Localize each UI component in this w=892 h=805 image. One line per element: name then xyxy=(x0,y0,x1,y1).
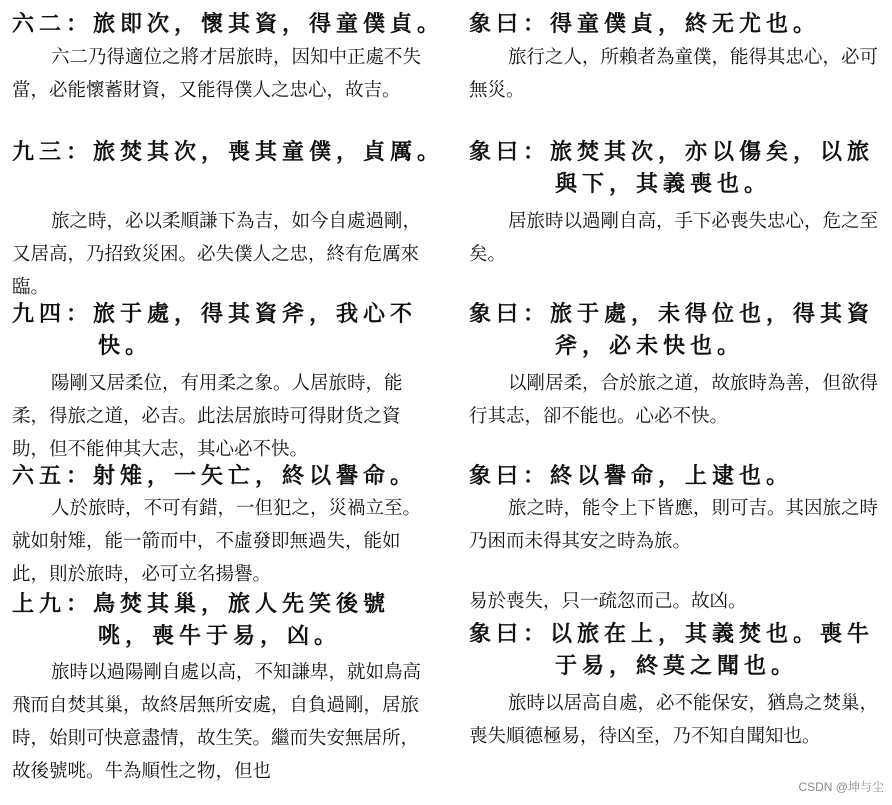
image-nine-four-commentary: 以剛居柔，合於旅之道，故旅時為善，但欲得行其志，卻不能也。心必不快。 xyxy=(469,372,879,426)
image-nine-four-heading xyxy=(469,298,874,362)
line-nine-four-heading-line2: 快。 xyxy=(98,333,153,359)
line-top-nine-heading xyxy=(12,588,390,652)
image-six-five-continuation: 易於喪失，只一疏忽而己。故凶。 xyxy=(469,590,747,611)
image-nine-three-heading-line2: 與下，其義喪也。 xyxy=(555,171,772,197)
line-six-five-heading: 六五：射雉，一矢亡，終以譽命。 xyxy=(12,463,418,489)
line-six-two-heading: 六二：旅即次，懷其資，得童僕貞。 xyxy=(12,11,445,37)
line-top-nine-heading-line1: 上九：鳥焚其巢，旅人先笑後號 xyxy=(12,591,391,617)
image-six-five-heading: 象曰：終以譽命，上逮也。 xyxy=(469,463,794,489)
watermark: CSDN @坤与尘 xyxy=(798,780,884,794)
image-nine-four-heading-line1: 象曰：旅于處，未得位也，得其資 xyxy=(469,301,875,327)
image-nine-four-heading-line2: 斧，必未快也。 xyxy=(555,333,745,359)
image-nine-three-commentary: 居旅時以過剛自高，手下必喪失忠心，危之至矣。 xyxy=(469,210,879,264)
line-top-nine-commentary: 旅時以過陽剛自處以高，不知謙卑，就如鳥高飛而自焚其巢，故終居無所安處，自負過剛，居旅時，始則可快意盡情，故生笑。繼而失安無居所，故後號咷。牛為順性之物，但也 xyxy=(12,661,422,781)
line-nine-three-commentary: 旅之時，必以柔順謙下為吉，如今自處過剛，又居高，乃招致災困。必失僕人之忠，終有危厲來臨。 xyxy=(12,210,422,297)
image-top-nine-commentary: 旅時以居高自處，必不能保安，猶鳥之焚巢，喪失順德極易，待凶至，乃不知自聞知也。 xyxy=(469,692,879,746)
line-six-five-commentary: 人於旅時，不可有錯，一但犯之，災禍立至。就如射雉，能一箭而中，不虛發即無過失，能如此，則於旅時，必可立名揚譽。 xyxy=(12,497,422,584)
line-top-nine-heading-line2: 咷，喪牛于易，凶。 xyxy=(98,623,342,649)
line-nine-four-heading-line1: 九四：旅于處，得其資斧，我心不 xyxy=(12,301,418,327)
image-top-nine-heading-line2: 于易，終莫之聞也。 xyxy=(555,653,799,679)
image-nine-three-heading xyxy=(469,136,874,200)
line-nine-four-commentary: 陽剛又居柔位，有用柔之象。人居旅時，能柔，得旅之道，必吉。此法居旅時可得財货之資助，但不能伸其大志，其心必不快。 xyxy=(12,372,403,459)
line-six-two-commentary: 六二乃得適位之將才居旅時，因知中正處不失當，必能懷蓄財資，又能得僕人之忠心，故吉。 xyxy=(12,46,422,100)
image-six-five-commentary: 旅之時，能令上下皆應，則可吉。其因旅之時乃困而未得其安之時為旅。 xyxy=(469,497,879,551)
image-top-nine-heading-line1: 象曰：以旅在上，其義焚也。喪牛 xyxy=(469,621,875,647)
image-six-two-heading: 象曰：得童僕貞，終无尤也。 xyxy=(469,11,821,37)
image-nine-three-heading-line1: 象曰：旅焚其次，亦以傷矣，以旅 xyxy=(469,139,875,165)
image-top-nine-heading xyxy=(469,618,874,682)
image-six-two-commentary: 旅行之人，所賴者為童僕，能得其忠心，必可無災。 xyxy=(469,46,879,100)
line-nine-four-heading xyxy=(12,298,417,362)
line-nine-three-heading: 九三：旅焚其次，喪其童僕，貞厲。 xyxy=(12,139,445,165)
